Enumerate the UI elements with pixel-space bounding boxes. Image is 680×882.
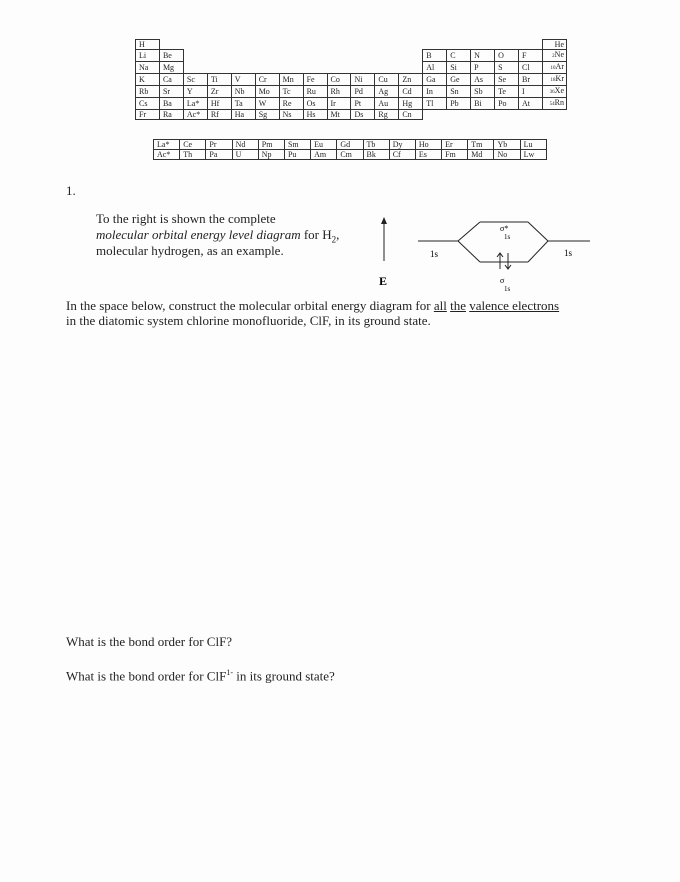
element-cell: Br: [519, 74, 543, 86]
element-cell: Hs: [303, 110, 327, 120]
element-cell: Tb: [363, 140, 389, 150]
empty-cell: [471, 40, 495, 50]
element-cell: Cu: [375, 74, 399, 86]
empty-cell: [399, 40, 423, 50]
element-cell: 2Ne: [542, 50, 566, 62]
empty-cell: [447, 40, 471, 50]
element-cell: Pm: [258, 140, 284, 150]
element-cell: Mg: [159, 62, 183, 74]
element-cell: Na: [136, 62, 160, 74]
element-cell: Ce: [180, 140, 206, 150]
element-cell: Ru: [303, 86, 327, 98]
element-cell: Ca: [159, 74, 183, 86]
element-cell: At: [519, 98, 543, 110]
element-cell: I: [519, 86, 543, 98]
empty-cell: [327, 62, 351, 74]
element-cell: Sb: [471, 86, 495, 98]
empty-cell: [255, 62, 279, 74]
periodic-table: [135, 39, 567, 120]
element-cell: Ti: [207, 74, 231, 86]
element-cell: Bk: [363, 150, 389, 160]
antibonding-label: σ*: [500, 224, 509, 233]
empty-cell: [279, 50, 303, 62]
element-cell: Pt: [351, 98, 375, 110]
element-cell: Pb: [447, 98, 471, 110]
empty-cell: [255, 50, 279, 62]
element-cell: Sg: [255, 110, 279, 120]
periodic-row: [136, 110, 567, 120]
element-cell: Au: [375, 98, 399, 110]
element-cell: Ac*: [183, 110, 207, 120]
element-cell: B: [423, 50, 447, 62]
element-cell: Lw: [520, 150, 546, 160]
element-cell: 18Kr: [542, 74, 566, 86]
element-cell: Rg: [375, 110, 399, 120]
element-cell: Np: [258, 150, 284, 160]
element-cell: La*: [154, 140, 180, 150]
mo-energy-diagram: [378, 215, 598, 295]
element-cell: Al: [423, 62, 447, 74]
element-cell: Pa: [206, 150, 232, 160]
empty-cell: [495, 110, 519, 120]
element-cell: Er: [442, 140, 468, 150]
bonding-sub: 1s: [504, 285, 511, 293]
empty-cell: [519, 40, 543, 50]
empty-cell: [351, 50, 375, 62]
bond-order-question-2: What is the bond order for ClF$^{1-}$ in its ground state?: [66, 668, 335, 684]
bonding-electron-pair: [497, 253, 511, 269]
question-number: 1.: [66, 183, 76, 198]
empty-cell: [327, 50, 351, 62]
element-cell: W: [255, 98, 279, 110]
element-cell: Te: [495, 86, 519, 98]
element-cell: Rf: [207, 110, 231, 120]
element-cell: Mo: [255, 86, 279, 98]
element-cell: Ra: [159, 110, 183, 120]
element-cell: Cm: [337, 150, 363, 160]
element-cell: P: [471, 62, 495, 74]
empty-cell: [279, 40, 303, 50]
periodic-table-body: [136, 40, 567, 120]
element-cell: O: [495, 50, 519, 62]
element-cell: H: [136, 40, 160, 50]
element-cell: Sm: [284, 140, 310, 150]
empty-cell: [351, 62, 375, 74]
element-cell: V: [231, 74, 255, 86]
empty-cell: [303, 40, 327, 50]
intro-line-1: To the right is shown the complete: [96, 211, 276, 226]
element-cell: Dy: [389, 140, 415, 150]
element-cell: Tm: [468, 140, 494, 150]
element-cell: Cf: [389, 150, 415, 160]
element-cell: Fr: [136, 110, 160, 120]
element-cell: Fe: [303, 74, 327, 86]
periodic-row: [136, 40, 567, 50]
empty-cell: [255, 40, 279, 50]
element-cell: Sc: [183, 74, 207, 86]
element-cell: Ac*: [154, 150, 180, 160]
element-cell: Si: [447, 62, 471, 74]
empty-cell: [399, 50, 423, 62]
element-cell: Li: [136, 50, 160, 62]
element-cell: Cd: [399, 86, 423, 98]
empty-cell: [303, 50, 327, 62]
element-cell: Zr: [207, 86, 231, 98]
element-cell: Lu: [520, 140, 546, 150]
antibonding-sub: 1s: [504, 233, 511, 241]
lanthanide-row: [154, 140, 547, 150]
element-cell: Ge: [447, 74, 471, 86]
element-cell: Be: [159, 50, 183, 62]
element-cell: Y: [183, 86, 207, 98]
empty-cell: [207, 50, 231, 62]
element-cell: U: [232, 150, 258, 160]
element-cell: Ni: [351, 74, 375, 86]
element-cell: 10Ar: [542, 62, 566, 74]
element-cell: Sr: [159, 86, 183, 98]
element-cell: C: [447, 50, 471, 62]
empty-cell: [399, 62, 423, 74]
empty-cell: [231, 50, 255, 62]
element-cell: 54Rn: [542, 98, 566, 110]
element-cell: Pd: [351, 86, 375, 98]
element-cell: Ds: [351, 110, 375, 120]
element-cell: Cl: [519, 62, 543, 74]
element-cell: S: [495, 62, 519, 74]
element-cell: Mt: [327, 110, 351, 120]
empty-cell: [375, 40, 399, 50]
element-cell: Os: [303, 98, 327, 110]
element-cell: Cr: [255, 74, 279, 86]
bonding-label: σ: [500, 276, 505, 285]
empty-cell: [519, 110, 543, 120]
element-cell: No: [494, 150, 520, 160]
empty-cell: [542, 110, 566, 120]
element-cell: Ns: [279, 110, 303, 120]
element-cell: Po: [495, 98, 519, 110]
element-cell: Sn: [447, 86, 471, 98]
element-cell: Ta: [231, 98, 255, 110]
empty-cell: [447, 110, 471, 120]
element-cell: Md: [468, 150, 494, 160]
empty-cell: [183, 62, 207, 74]
element-cell: Ir: [327, 98, 351, 110]
element-cell: Th: [180, 150, 206, 160]
periodic-row: [136, 62, 567, 74]
element-cell: 36Xe: [542, 86, 566, 98]
element-cell: Tl: [423, 98, 447, 110]
element-cell: Mn: [279, 74, 303, 86]
element-cell: Es: [415, 150, 441, 160]
element-cell: Rh: [327, 86, 351, 98]
element-cell: Ag: [375, 86, 399, 98]
periodic-row: [136, 98, 567, 110]
empty-cell: [183, 40, 207, 50]
instruction-line-1: In the space below, construct the molecular orbital energy diagram for all the valence electrons: [66, 298, 560, 313]
element-cell: Am: [311, 150, 337, 160]
empty-cell: [231, 62, 255, 74]
element-cell: Re: [279, 98, 303, 110]
element-cell: Cs: [136, 98, 160, 110]
energy-label: E: [379, 274, 388, 288]
intro-italic-phrase: molecular orbital energy level diagram: [96, 227, 301, 242]
element-cell: K: [136, 74, 160, 86]
element-cell: La*: [183, 98, 207, 110]
element-cell: Hf: [207, 98, 231, 110]
element-cell: Se: [495, 74, 519, 86]
empty-cell: [159, 40, 183, 50]
empty-cell: [423, 40, 447, 50]
element-cell: Rb: [136, 86, 160, 98]
element-cell: Tc: [279, 86, 303, 98]
element-cell: Ha: [231, 110, 255, 120]
element-cell: Co: [327, 74, 351, 86]
element-cell: Ba: [159, 98, 183, 110]
element-cell: Fm: [442, 150, 468, 160]
instruction-line-2: in the diatomic system chlorine monofluoride, ClF, in its ground state.: [66, 313, 431, 328]
periodic-row: [136, 86, 567, 98]
right-ao-label: 1s: [564, 248, 573, 258]
element-cell: F: [519, 50, 543, 62]
empty-cell: [495, 40, 519, 50]
element-cell: Pr: [206, 140, 232, 150]
element-cell: Yb: [494, 140, 520, 150]
element-cell: Pu: [284, 150, 310, 160]
empty-cell: [207, 62, 231, 74]
empty-cell: [327, 40, 351, 50]
empty-cell: [375, 62, 399, 74]
element-cell: Ho: [415, 140, 441, 150]
element-cell: He: [542, 40, 566, 50]
actinide-row: [154, 150, 547, 160]
element-cell: Eu: [311, 140, 337, 150]
element-cell: Nd: [232, 140, 258, 150]
element-cell: In: [423, 86, 447, 98]
element-cell: N: [471, 50, 495, 62]
energy-axis-arrow: [381, 217, 387, 261]
periodic-row: [136, 50, 567, 62]
empty-cell: [351, 40, 375, 50]
empty-cell: [471, 110, 495, 120]
element-cell: Ga: [423, 74, 447, 86]
empty-cell: [303, 62, 327, 74]
f-block-table: [153, 139, 547, 160]
bond-order-question-1: What is the bond order for ClF?: [66, 634, 233, 649]
empty-cell: [231, 40, 255, 50]
element-cell: Hg: [399, 98, 423, 110]
intro-line-3: molecular hydrogen, as an example.: [96, 243, 284, 258]
empty-cell: [183, 50, 207, 62]
empty-cell: [279, 62, 303, 74]
element-cell: Cn: [399, 110, 423, 120]
left-ao-label: 1s: [430, 249, 439, 259]
element-cell: Bi: [471, 98, 495, 110]
intro-line-2: molecular orbital energy level diagram for $H_2$,: [96, 227, 340, 245]
empty-cell: [207, 40, 231, 50]
element-cell: Zn: [399, 74, 423, 86]
element-cell: As: [471, 74, 495, 86]
empty-cell: [375, 50, 399, 62]
empty-cell: [423, 110, 447, 120]
element-cell: Nb: [231, 86, 255, 98]
element-cell: Gd: [337, 140, 363, 150]
periodic-row: [136, 74, 567, 86]
